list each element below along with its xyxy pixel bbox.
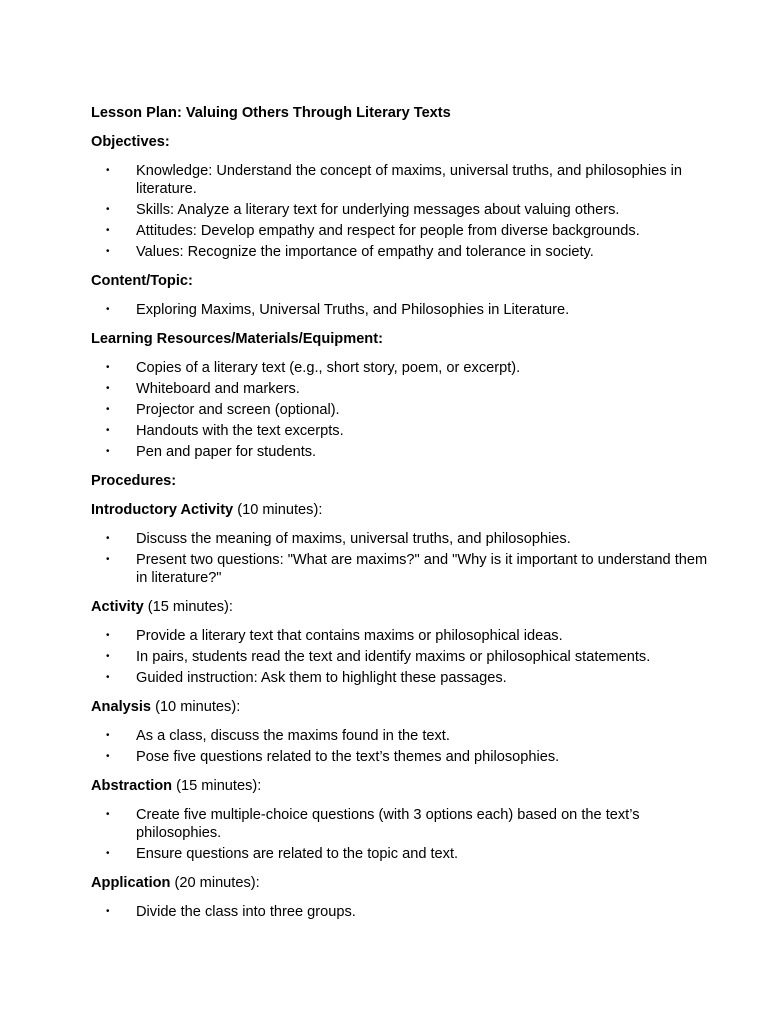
- bullet-icon: •: [106, 404, 110, 415]
- list-item: [91, 401, 708, 419]
- document-title: Lesson Plan: Valuing Others Through Literary Texts: [91, 105, 451, 121]
- abstraction-heading: [91, 777, 708, 795]
- list-item-text: Guided instruction: Ask them to highlight these passages.: [136, 670, 507, 686]
- list-item-text: Skills: Analyze a literary text for underlying messages about valuing others.: [136, 202, 620, 218]
- list-item-text: Create five multiple-choice questions (with 3 options each) based on the text’s philosophies.: [136, 807, 640, 841]
- list-item-text: Pose five questions related to the text’s themes and philosophies.: [136, 749, 560, 765]
- abstraction-list: [91, 806, 708, 863]
- list-item: [91, 222, 708, 240]
- list-item: [91, 380, 708, 398]
- analysis-heading: [91, 698, 708, 716]
- list-item: [91, 301, 708, 319]
- bullet-icon: •: [106, 425, 110, 436]
- bullet-icon: •: [106, 906, 110, 917]
- list-item: [91, 845, 708, 863]
- bullet-icon: •: [106, 165, 110, 176]
- bullet-icon: •: [106, 204, 110, 215]
- bullet-icon: •: [106, 246, 110, 257]
- application-heading: [91, 874, 708, 892]
- analysis-name: Analysis: [91, 699, 152, 715]
- application-name: Application: [91, 875, 171, 891]
- resources-heading: Learning Resources/Materials/Equipment:: [91, 331, 383, 347]
- content-topic-heading: Content/Topic:: [91, 273, 193, 289]
- activity-duration: (15 minutes):: [143, 599, 233, 615]
- application-duration: (20 minutes):: [170, 875, 260, 891]
- list-item-text: Handouts with the text excerpts.: [136, 423, 344, 439]
- bullet-icon: •: [106, 809, 110, 820]
- bullet-icon: •: [106, 672, 110, 683]
- list-item-text: Attitudes: Develop empathy and respect for people from diverse backgrounds.: [136, 223, 640, 239]
- abstraction-name: Abstraction: [91, 778, 173, 794]
- list-item-text: Knowledge: Understand the concept of maxims, universal truths, and philosophies in literature.: [136, 163, 682, 197]
- procedures-heading: Procedures:: [91, 473, 177, 489]
- bullet-icon: •: [106, 630, 110, 641]
- introductory-activity-duration: (10 minutes):: [233, 502, 323, 518]
- activity-list: [91, 627, 708, 687]
- list-item: [91, 727, 708, 745]
- list-item: [91, 162, 708, 198]
- list-item-text: Discuss the meaning of maxims, universal truths, and philosophies.: [136, 531, 571, 547]
- list-item: [91, 551, 708, 587]
- list-item: [91, 903, 708, 921]
- bullet-icon: •: [106, 848, 110, 859]
- list-item-text: Values: Recognize the importance of empathy and tolerance in society.: [136, 244, 594, 260]
- content-topic-list: [91, 301, 708, 319]
- list-item: [91, 243, 708, 261]
- introductory-activity-heading: [91, 501, 708, 519]
- list-item-text: As a class, discuss the maxims found in the text.: [136, 728, 450, 744]
- activity-heading: [91, 598, 708, 616]
- list-item-text: Present two questions: "What are maxims?" and "Why is it important to understand them in literature?": [136, 552, 708, 586]
- bullet-icon: •: [106, 304, 110, 315]
- activity-name: Activity: [91, 599, 144, 615]
- bullet-icon: •: [106, 446, 110, 457]
- bullet-icon: •: [106, 751, 110, 762]
- list-item: [91, 806, 708, 842]
- list-item: [91, 359, 708, 377]
- list-item: [91, 748, 708, 766]
- bullet-icon: •: [106, 651, 110, 662]
- list-item-text: Projector and screen (optional).: [136, 402, 340, 418]
- bullet-icon: •: [106, 362, 110, 373]
- list-item-text: Exploring Maxims, Universal Truths, and Philosophies in Literature.: [136, 302, 570, 318]
- resources-list: [91, 359, 708, 461]
- list-item-text: In pairs, students read the text and identify maxims or philosophical statements.: [136, 649, 651, 665]
- bullet-icon: •: [106, 730, 110, 741]
- application-list: [91, 903, 708, 921]
- list-item-text: Provide a literary text that contains maxims or philosophical ideas.: [136, 628, 563, 644]
- list-item-text: Whiteboard and markers.: [136, 381, 300, 397]
- list-item: [91, 201, 708, 219]
- list-item-text: Ensure questions are related to the topic and text.: [136, 846, 459, 862]
- list-item: [91, 422, 708, 440]
- bullet-icon: •: [106, 533, 110, 544]
- list-item: [91, 669, 708, 687]
- list-item-text: Pen and paper for students.: [136, 444, 317, 460]
- introductory-activity-name: Introductory Activity: [91, 502, 234, 518]
- list-item-text: Divide the class into three groups.: [136, 904, 356, 920]
- bullet-icon: •: [106, 554, 110, 565]
- objectives-heading: Objectives:: [91, 134, 170, 150]
- analysis-list: [91, 727, 708, 766]
- bullet-icon: •: [106, 383, 110, 394]
- bullet-icon: •: [106, 225, 110, 236]
- introductory-activity-list: [91, 530, 708, 587]
- list-item-text: Copies of a literary text (e.g., short story, poem, or excerpt).: [136, 360, 521, 376]
- list-item: [91, 443, 708, 461]
- objectives-list: [91, 162, 708, 261]
- list-item: [91, 530, 708, 548]
- analysis-duration: (10 minutes):: [151, 699, 241, 715]
- list-item: [91, 627, 708, 645]
- abstraction-duration: (15 minutes):: [172, 778, 262, 794]
- list-item: [91, 648, 708, 666]
